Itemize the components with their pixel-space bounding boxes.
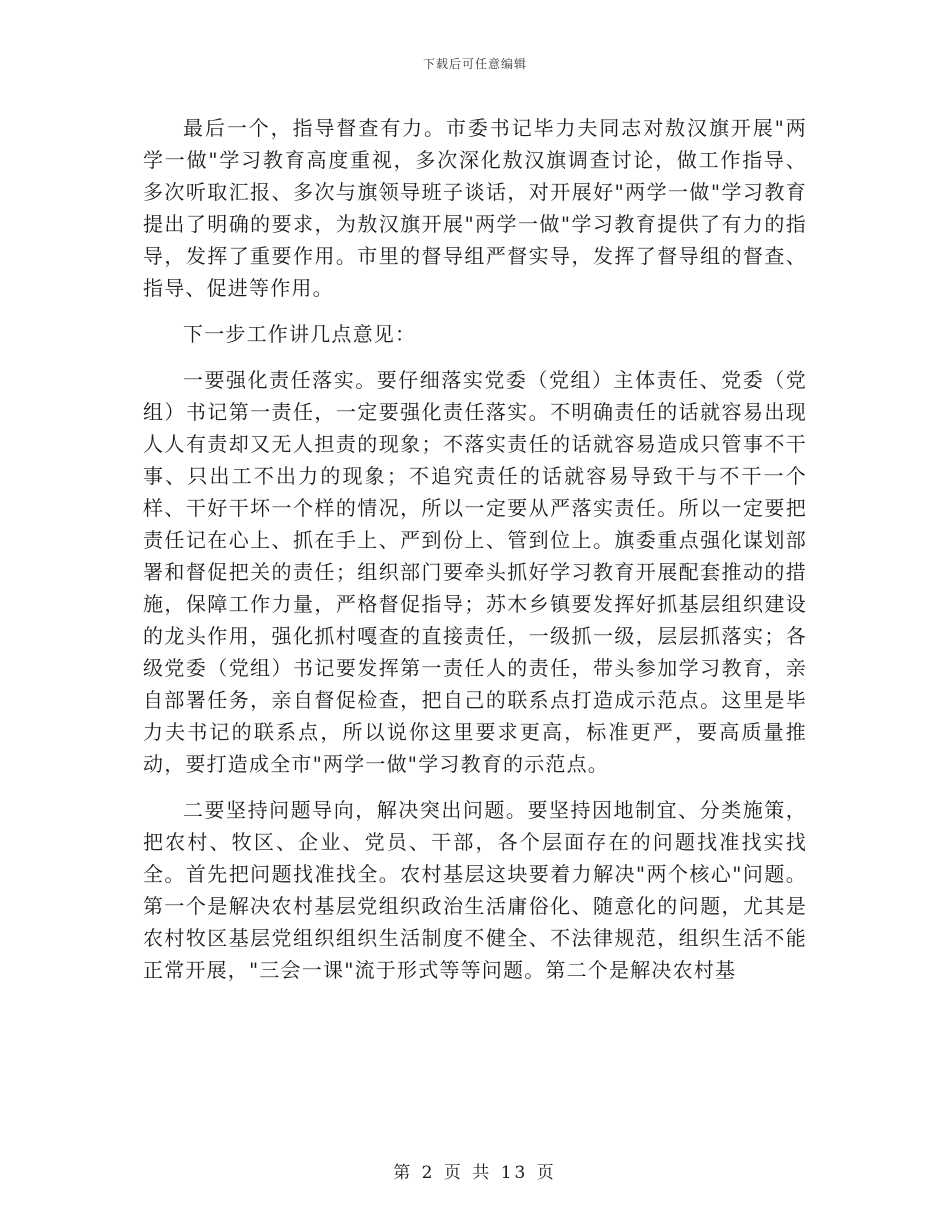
page-number-footer: 第 2 页 共 13 页 [393,1163,557,1183]
paragraph-next-steps-intro: 下一步工作讲几点意见： [183,322,417,346]
page-header: 下载后可任意编辑 [422,57,527,71]
document-body [143,112,807,986]
paragraph-responsibility: 一要强化责任落实。要仔细落实党委（党组）主体责任、党委（党组）书记第一责任，一定要强化责任落实。不明确责任的话就容易出现人人有责却又无人担责的现象；不落实责任的话就容易造成只管事不干事、只出工不出力的现象；不追究责任的话就容易导致干与不干一个样、干好干坏一个样的情况，所以一定要从严落实责任。所以一定要把责任记在心上、抓在手上、严到份上、管到位上。旗委重点强化谋划部署和督促把关的责任；组织部门要牵头抓好学习教育开展配套推动的措施，保障工作力量，严格督促指导；苏木乡镇要发挥好抓基层组织建设的龙头作用，强化抓村嘎查的直接责任，一级抓一级，层层抓落实；各级党委（党组）书记要发挥第一责任人的责任，带头参加学习教育，亲自部署任务，亲自督促检查，把自己的联系点打造成示范点。这里是毕力夫书记的联系点，所以说你这里要求更高，标准更严，要高质量推动，要打造成全市"两学一做"学习教育的示范点。 [143,368,807,776]
paragraph-supervision: 最后一个，指导督查有力。市委书记毕力夫同志对敖汉旗开展"两学一做"学习教育高度重视，多次深化敖汉旗调查讨论，做工作指导、多次听取汇报、多次与旗领导班子谈话，对开展好"两学一做"学习教育提出了明确的要求，为敖汉旗开展"两学一做"学习教育提供了有力的指导，发挥了重要作用。市里的督导组严督实导，发挥了督导组的督查、指导、促进等作用。 [143,116,807,300]
paragraph-problem-oriented: 二要坚持问题导向，解决突出问题。要坚持因地制宜、分类施策，把农村、牧区、企业、党员、干部，各个层面存在的问题找准找实找全。首先把问题找准找全。农村基层这块要着力解决"两个核心"问题。第一个是解决农村基层党组织政治生活庸俗化、随意化的问题，尤其是农村牧区基层党组织组织生活制度不健全、不法律规范，组织生活不能正常开展，"三会一课"流于形式等等问题。第二个是解决农村基 [143,798,807,982]
